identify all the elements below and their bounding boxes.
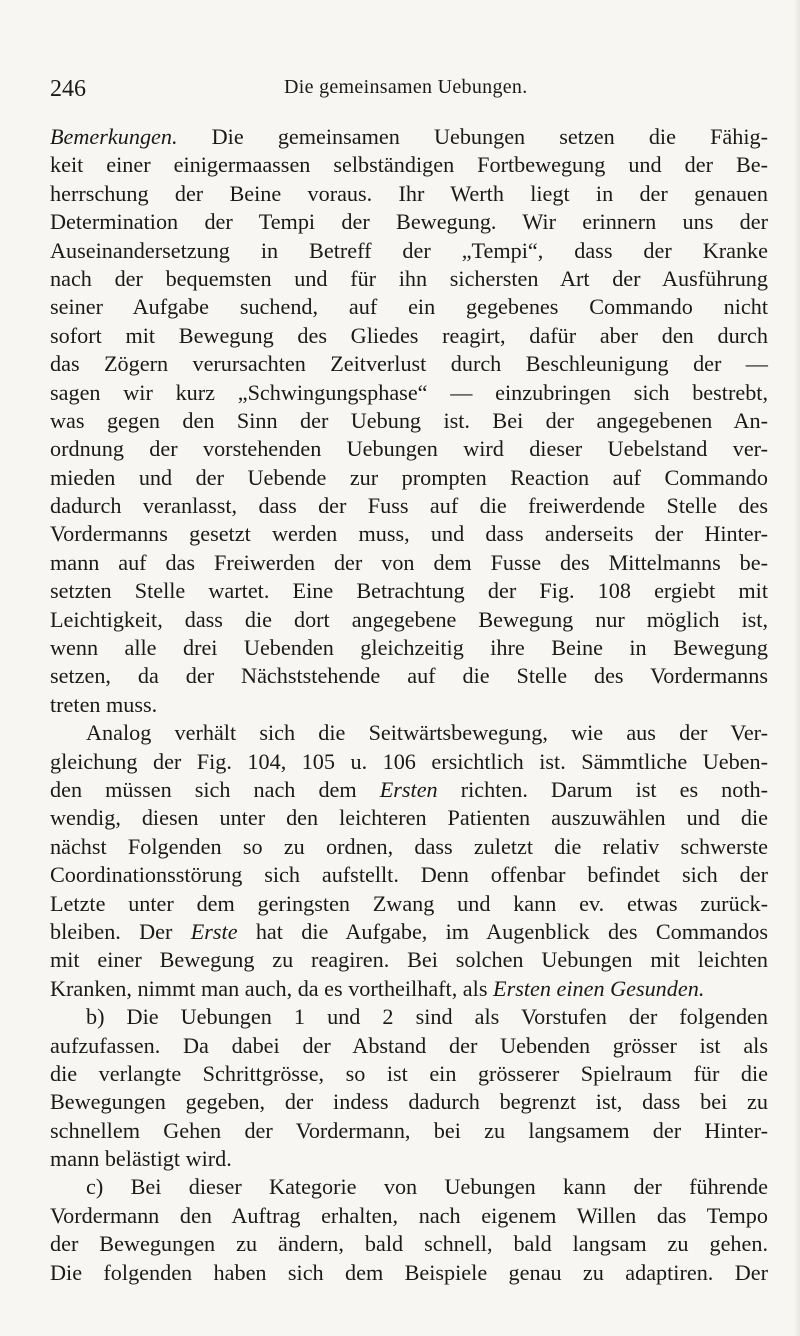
text-run: hat die Aufgabe, im Augenblick des Commandos xyxy=(237,918,768,944)
text-run: Bewegungen gegeben, der indess dadurch begrenzt ist, dass bei zu xyxy=(50,1089,768,1115)
text-line xyxy=(50,237,768,265)
text-line xyxy=(50,691,768,719)
text-run: Vordermanns gesetzt werden muss, und dass anderseits der Hinter- xyxy=(50,521,768,547)
text-run: mann belästigt wird. xyxy=(50,1146,232,1172)
text-line xyxy=(50,577,768,605)
text-line xyxy=(50,123,768,151)
italic-text: Bemerkungen. xyxy=(50,124,178,149)
text-run: was gegen den Sinn der Uebung ist. Bei der angegebenen An- xyxy=(50,407,768,433)
text-line xyxy=(50,776,768,804)
text-run: c) Bei dieser Kategorie von Uebungen kann der führende xyxy=(86,1174,768,1200)
page-edge-shadow xyxy=(794,0,800,1336)
text-run: wenn alle drei Uebenden gleichzeitig ihre Beine in Bewegung xyxy=(50,635,768,661)
text-line xyxy=(50,748,768,776)
text-run: keit einer einigermaassen selbständigen Fortbewegung und der Be- xyxy=(50,152,768,178)
text-run: mieden und der Uebende zur prompten Reaction auf Commando xyxy=(50,464,768,490)
text-line xyxy=(50,719,768,747)
text-line xyxy=(50,464,768,492)
text-run: Coordinationsstörung sich aufstellt. Denn offenbar befindet sich der xyxy=(50,862,768,888)
text-line xyxy=(50,549,768,577)
text-line xyxy=(50,350,768,378)
text-run: den müssen sich nach dem xyxy=(50,776,380,802)
text-line xyxy=(50,1060,768,1088)
running-title: Die gemeinsamen Uebungen. xyxy=(284,76,528,98)
text-line xyxy=(50,1117,768,1145)
page-number: 246 xyxy=(50,76,86,102)
text-line xyxy=(50,1145,768,1173)
text-run: treten muss. xyxy=(50,691,158,717)
text-line xyxy=(50,975,768,1003)
text-run: Leichtigkeit, dass die dort angegebene Bewegung nur möglich ist, xyxy=(50,606,768,632)
text-line xyxy=(50,379,768,407)
text-line xyxy=(50,1003,768,1031)
text-line xyxy=(50,1202,768,1230)
text-run: das Zögern verursachten Zeitverlust durch Beschleunigung der — xyxy=(50,351,768,377)
text-run: Die folgenden haben sich dem Beispiele genau zu adaptiren. Der xyxy=(50,1259,768,1285)
text-run: dadurch veranlasst, dass der Fuss auf die freiwerdende Stelle des xyxy=(50,493,768,519)
text-run: ordnung der vorstehenden Uebungen wird dieser Uebelstand ver- xyxy=(50,436,768,462)
text-line xyxy=(50,1088,768,1116)
text-run: nach der bequemsten und für ihn sichersten Art der Ausführung xyxy=(50,265,768,291)
text-run: richten. Darum ist es noth- xyxy=(437,776,768,802)
text-line xyxy=(50,1032,768,1060)
text-run: der Bewegungen zu ändern, bald schnell, bald langsam zu gehen. xyxy=(50,1231,768,1257)
text-line xyxy=(50,407,768,435)
italic-text: Erste xyxy=(190,918,238,944)
text-run: mann auf das Freiwerden der von dem Fusse des Mittelmanns be- xyxy=(50,549,768,575)
italic-text: Ersten xyxy=(379,776,438,802)
text-line xyxy=(50,1173,768,1201)
text-run: seiner Aufgabe suchend, auf ein gegebenes Commando nicht xyxy=(50,294,768,320)
text-line xyxy=(50,151,768,179)
text-line xyxy=(50,634,768,662)
text-line xyxy=(50,946,768,974)
text-run: bleiben. Der xyxy=(50,918,191,944)
text-line xyxy=(50,208,768,236)
text-line xyxy=(50,833,768,861)
text-line xyxy=(50,492,768,520)
text-run: gleichung der Fig. 104, 105 u. 106 ersichtlich ist. Sämmtliche Ueben- xyxy=(50,748,768,774)
text-run: b) Die Uebungen 1 und 2 sind als Vorstufen der folgenden xyxy=(86,1004,768,1030)
text-line xyxy=(50,322,768,350)
text-line xyxy=(50,1230,768,1258)
text-line xyxy=(50,804,768,832)
text-run: nächst Folgenden so zu ordnen, dass zuletzt die relativ schwerste xyxy=(50,833,768,859)
text-run: Kranken, nimmt man auch, da es vortheilhaft, als xyxy=(50,975,494,1001)
text-line xyxy=(50,861,768,889)
text-run: mit einer Bewegung zu reagiren. Bei solchen Uebungen mit leichten xyxy=(50,947,768,973)
text-run: die verlangte Schrittgrösse, so ist ein grösserer Spielraum für die xyxy=(50,1060,768,1086)
text-run: Analog verhält sich die Seitwärtsbewegung, wie aus der Ver- xyxy=(86,720,768,746)
text-line xyxy=(50,606,768,634)
page-header xyxy=(50,76,770,108)
text-line xyxy=(50,918,768,946)
text-run: schnellem Gehen der Vordermann, bei zu langsamem der Hinter- xyxy=(50,1117,768,1143)
text-run: setzen, da der Nächststehende auf die Stelle des Vordermanns xyxy=(50,663,768,689)
text-run: Vordermann den Auftrag erhalten, nach eigenem Willen das Tempo xyxy=(50,1202,768,1228)
body-text xyxy=(50,123,768,1287)
text-line xyxy=(50,662,768,690)
text-line xyxy=(50,293,768,321)
text-run: Auseinandersetzung in Betreff der „Tempi“, dass der Kranke xyxy=(50,237,768,263)
text-run: setzten Stelle wartet. Eine Betrachtung der Fig. 108 ergiebt mit xyxy=(50,578,768,604)
text-run: Letzte unter dem geringsten Zwang und kann ev. etwas zurück- xyxy=(50,890,768,916)
text-run: aufzufassen. Da dabei der Abstand der Uebenden grösser ist als xyxy=(50,1032,768,1058)
italic-text: Ersten einen Gesunden. xyxy=(493,975,705,1001)
text-run: Die gemeinsamen Uebungen setzen die Fähig- xyxy=(177,124,768,149)
text-line xyxy=(50,890,768,918)
text-run: sagen wir kurz „Schwingungsphase“ — einzubringen sich bestrebt, xyxy=(50,379,768,405)
text-run: wendig, diesen unter den leichteren Patienten auszuwählen und die xyxy=(50,805,768,831)
text-line xyxy=(50,520,768,548)
text-line xyxy=(50,180,768,208)
text-line xyxy=(50,1259,768,1287)
text-run: herrschung der Beine voraus. Ihr Werth liegt in der genauen xyxy=(50,180,768,206)
text-run: Determination der Tempi der Bewegung. Wir erinnern uns der xyxy=(50,209,768,235)
text-run: sofort mit Bewegung des Gliedes reagirt, dafür aber den durch xyxy=(50,322,768,348)
text-line xyxy=(50,435,768,463)
text-line xyxy=(50,265,768,293)
